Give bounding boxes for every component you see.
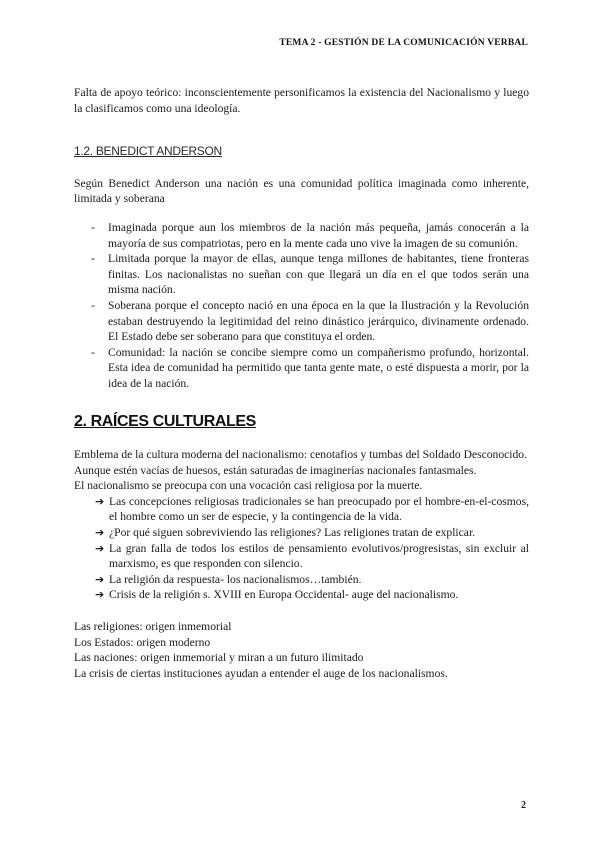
section-heading-2: 2. RAÍCES CULTURALES: [74, 412, 256, 430]
section-heading-1-2: 1.2. BENEDICT ANDERSON: [74, 144, 222, 159]
cultural-paragraph-1: Emblema de la cultura moderna del nacionalismo: cenotafios y tumbas del Soldado Desconocido.: [74, 448, 527, 462]
list-item: [74, 541, 529, 572]
list-item-text: La gran falla de todos los estilos de pensamiento evolutivos/progresistas, sin excluir al marxismo, es que responden con silencio.: [109, 541, 529, 571]
arrow-icon: ➔: [95, 588, 105, 602]
list-item-text: ¿Por qué siguen sobreviviendo las religiones? Las religiones tratan de explicar.: [109, 526, 476, 540]
list-item: [74, 494, 529, 525]
closing-lines: [74, 619, 529, 681]
list-item: [74, 525, 529, 541]
closing-line: Las religiones: origen inmemorial: [74, 620, 232, 634]
closing-line: Las naciones: origen inmemorial y miran a un futuro ilimitado: [74, 651, 364, 665]
arrow-icon: ➔: [95, 526, 105, 540]
list-item-text: Crisis de la religión s. XVIII en Europa Occidental- auge del nacionalismo.: [109, 588, 459, 602]
closing-line: La crisis de ciertas instituciones ayudan a entender el auge de los nacionalismos.: [74, 666, 448, 680]
list-item: - Soberana porque el concepto nació en una época en la que la Ilustración y la Revolución estaban destruyendo la legitimidad del reino dinástico jerárquico, divinamente ordenado. El Estado debe ser soberano para que constituya el orden.: [74, 298, 529, 345]
arrow-icon: ➔: [95, 494, 105, 508]
page-content: [74, 85, 529, 681]
anderson-intro: Según Benedict Anderson una nación es una comunidad política imaginada como inherente, limitada y soberana: [74, 176, 529, 206]
list-item-text: Las concepciones religiosas tradicionales se han preocupado por el hombre-en-el-cosmos, el hombre como un ser de especie, y la contingencia de la vida.: [109, 494, 529, 524]
anderson-list: [74, 220, 529, 392]
list-item-text: La religión da respuesta- los nacionalismos…también.: [109, 572, 362, 586]
list-item: [74, 587, 529, 603]
list-item: - Imaginada porque aun los miembros de la nación más pequeña, jamás conocerán a la mayoría de sus compatriotas, pero en la mente cada uno vive la imagen de su comunión.: [74, 220, 529, 251]
page-number: 2: [521, 800, 526, 811]
cultural-paragraph-3: El nacionalismo se preocupa con una vocación casi religiosa por la muerte.: [74, 479, 423, 493]
closing-line: Los Estados: origen moderno: [74, 635, 211, 649]
arrow-list: [74, 494, 529, 603]
list-item: - Limitada porque la mayor de ellas, aunque tenga millones de habitantes, tiene fronteras finitas. Los nacionalistas no sueñan con que llegará un día en el que todos serán una misma nación.: [74, 251, 529, 298]
arrow-icon: ➔: [95, 572, 105, 586]
cultural-paragraph-2: Aunque estén vacías de huesos, están saturadas de imaginerías nacionales fantasmales.: [74, 463, 477, 477]
page-header: TEMA 2 - GESTIÓN DE LA COMUNICACIÓN VERBAL: [279, 38, 528, 48]
arrow-icon: ➔: [95, 541, 105, 555]
list-item: - Comunidad: la nación se concibe siempre como un compañerismo profundo, horizontal. Esta idea de comunidad ha permitido que tanta gente mate, o esté dispuesta a morir, por la idea de la nación.: [74, 345, 529, 392]
list-item: [74, 572, 529, 588]
intro-paragraph: Falta de apoyo teórico: inconscientemente personificamos la existencia del Nacionalismo y luego la clasificamos como una ideología.: [74, 86, 529, 115]
